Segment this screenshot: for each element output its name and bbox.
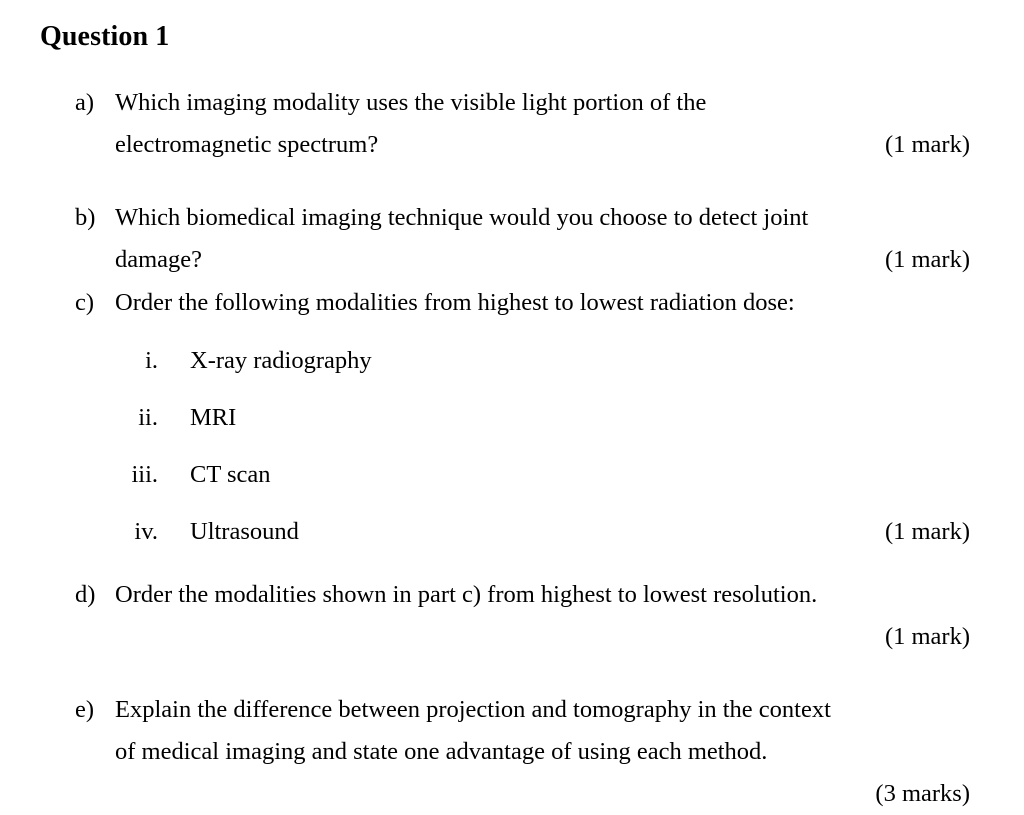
question-list (0, 82, 1024, 815)
question-marker-d: d) (75, 580, 96, 608)
question-marker-a: a) (75, 89, 95, 116)
modality-sublist (0, 340, 1024, 568)
question-item-a (0, 82, 1024, 166)
question-item-c (0, 282, 1024, 324)
question-marker-c: c) (75, 288, 95, 316)
modality-item-ii (0, 397, 1024, 454)
question-b-marks: (1 mark) (884, 246, 970, 274)
spacer-a-b (0, 166, 1024, 197)
page-title: Question 1 (40, 21, 170, 52)
question-a-line-1: Which imaging modality uses the visible light portion of the (115, 89, 707, 116)
question-c-marks: (1 mark) (884, 517, 970, 545)
modality-item-iii (0, 454, 1024, 511)
question-marker-e: e) (75, 695, 95, 723)
modality-marker-iv: iv. (134, 517, 158, 545)
question-b-line-1: Which biomedical imaging technique would you choose to detect joint (115, 204, 809, 232)
modality-label-i: X-ray radiography (190, 346, 372, 374)
modality-item-iv (0, 511, 1024, 568)
question-item-e (0, 689, 1024, 815)
modality-marker-iii: iii. (131, 460, 158, 488)
modality-marker-i: i. (145, 346, 158, 374)
modality-label-ii: MRI (190, 403, 237, 431)
question-d-line-1: Order the modalities shown in part c) from highest to lowest resolution. (115, 580, 818, 608)
question-d-marks: (1 mark) (884, 622, 970, 650)
question-a-line-2: electromagnetic spectrum? (115, 131, 379, 159)
question-e-marks: (3 marks) (875, 780, 970, 808)
modality-label-iv: Ultrasound (190, 517, 299, 545)
question-a-line-2-row (115, 124, 970, 166)
spacer-d-e (0, 658, 1024, 689)
modality-label-iii: CT scan (190, 460, 271, 488)
question-e-line-1: Explain the difference between projection and tomography in the context (115, 695, 831, 723)
modality-marker-ii: ii. (138, 403, 158, 431)
question-c-line-1: Order the following modalities from highest to lowest radiation dose: (115, 288, 795, 316)
question-a-marks: (1 mark) (884, 131, 970, 159)
question-item-b (0, 197, 1024, 281)
question-b-line-2-row (115, 239, 970, 281)
question-item-d (0, 574, 1024, 658)
question-e-line-2: of medical imaging and state one advantage of using each method. (115, 738, 768, 765)
question-marker-b: b) (75, 204, 96, 232)
modality-item-i (0, 340, 1024, 397)
question-b-line-2: damage? (115, 246, 203, 274)
